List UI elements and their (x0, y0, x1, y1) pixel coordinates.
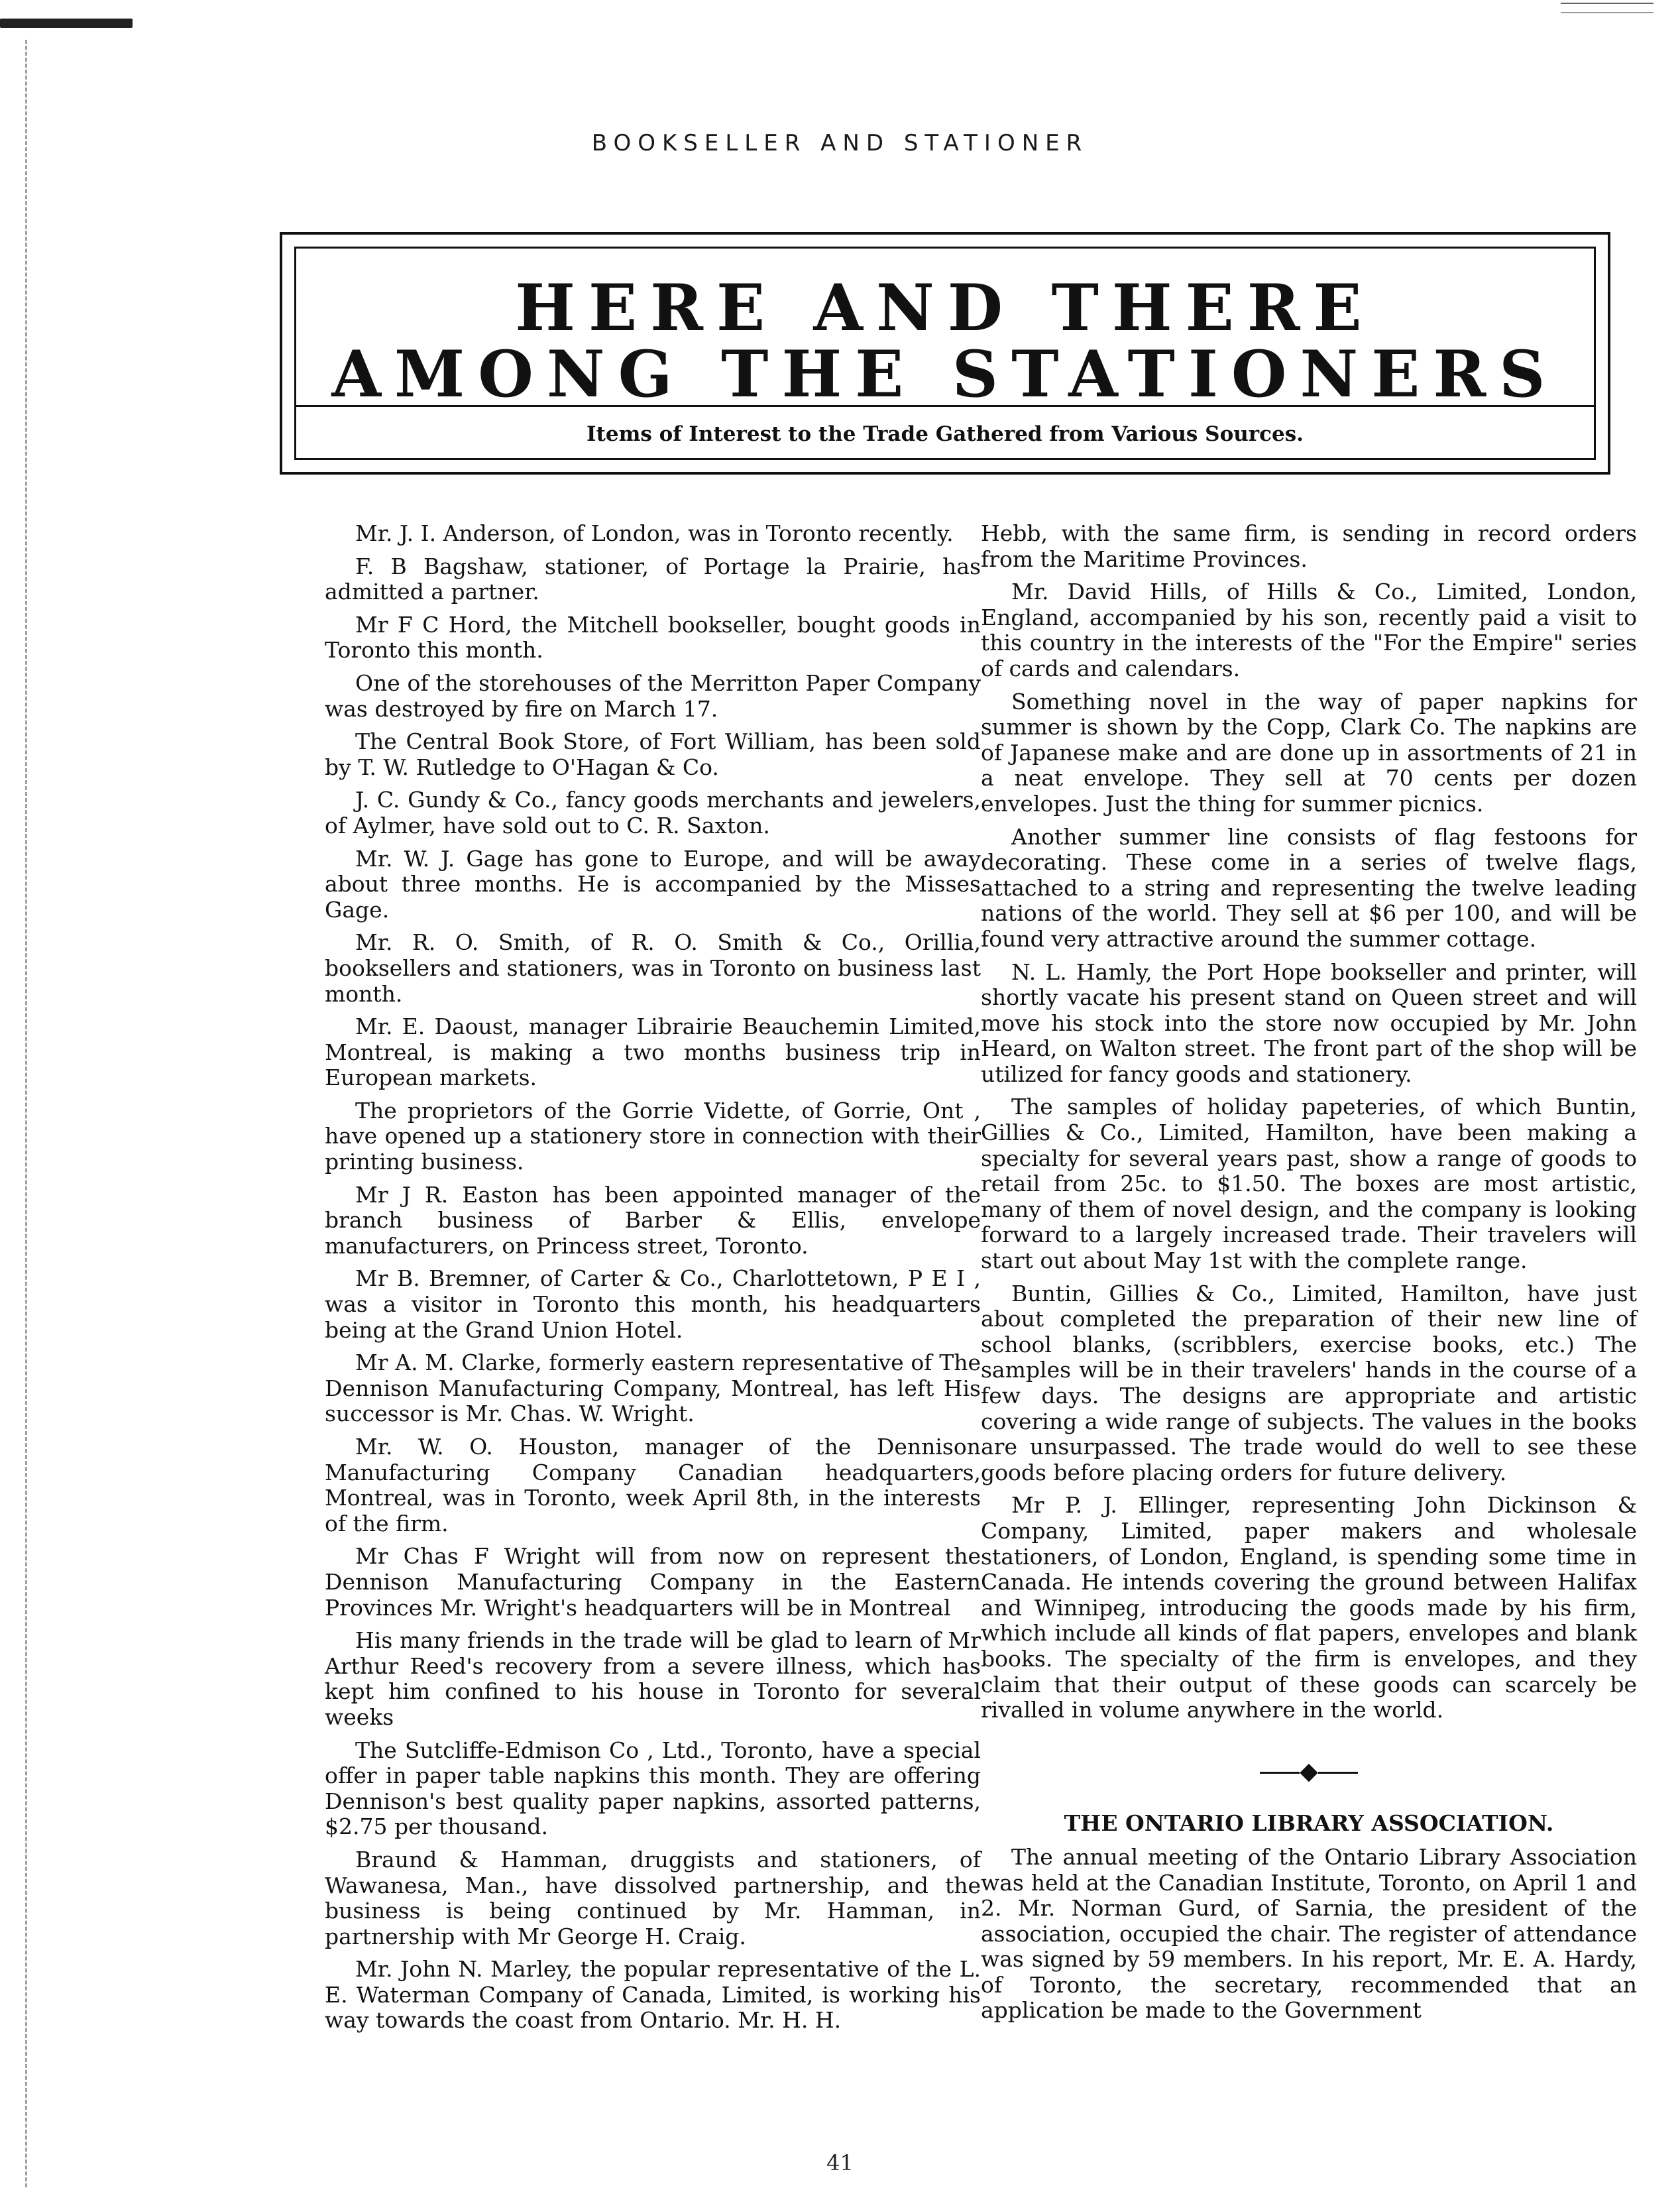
news-item: J. C. Gundy & Co., fancy goods merchants and jewelers, of Aylmer, have sold out to C. R. Saxton. (325, 787, 981, 838)
news-item: Mr Chas F Wright will from now on represent the Dennison Manufacturing Company in the Eastern Provinces Mr. Wright's headquarters will be in Montreal (325, 1543, 981, 1621)
news-item: Mr. John N. Marley, the popular representative of the L. E. Waterman Company of Canada, Limited, is working his way towards the coast from Ontario. Mr. H. H. (325, 1956, 981, 2034)
news-item: Mr. W. O. Houston, manager of the Dennison Manufacturing Company Canadian headquarters, Montreal, was in Toronto, week April 8th, in the interests of the firm. (325, 1434, 981, 1536)
right-column (981, 521, 1637, 2031)
news-item: His many friends in the trade will be glad to learn of Mr Arthur Reed's recovery from a severe illness, which has kept him confined to his house in Toronto for several weeks (325, 1627, 981, 1730)
running-head: BOOKSELLER AND STATIONER (591, 130, 1089, 156)
section-paragraph: The annual meeting of the Ontario Library Association was held at the Canadian Institute, Toronto, on April 1 and 2. Mr. Norman Gurd, of Sarnia, the president of the association, occupied the chair. The register of attendance was signed by 59 members. In his report, Mr. E. A. Hardy, of Toronto, the secretary, recommended that an application be made to the Government (981, 1843, 1637, 2024)
news-item: Mr A. M. Clarke, formerly eastern representative of The Dennison Manufacturing Company, Montreal, has left His successor is Mr. Chas. W. Wright. (325, 1350, 981, 1427)
news-item: Mr. W. J. Gage has gone to Europe, and will be away about three months. He is accompanied by the Misses Gage. (325, 845, 981, 923)
news-item: The samples of holiday papeteries, of which Buntin, Gillies & Co., Limited, Hamilton, have been making a specialty for several years past, show a range of goods to retail from 25c. to $1.50. The boxes are most artistic, many of them of novel design, and the company is looking forward to a largely increased trade. Their travelers will start out about May 1st with the complete range. (981, 1094, 1637, 1274)
left-column (325, 521, 981, 2041)
news-item: Mr F C Hord, the Mitchell bookseller, bought goods in Toronto this month. (325, 611, 981, 663)
news-item: Mr J R. Easton has been appointed manager of the branch business of Barber & Ellis, envelope manufacturers, on Princess street, Toronto. (325, 1181, 981, 1259)
news-item: Mr. E. Daoust, manager Librairie Beauchemin Limited, Montreal, is making a two months business trip in European markets. (325, 1013, 981, 1091)
news-item: Mr B. Bremner, of Carter & Co., Charlottetown, P E I , was a visitor in Toronto this month, his headquarters being at the Grand Union Hotel. (325, 1265, 981, 1343)
title-divider (296, 405, 1594, 407)
title-line-2: AMONG THE STATIONERS (331, 337, 1559, 412)
news-item-continued: Hebb, with the same firm, is sending in record orders from the Maritime Provinces. (981, 520, 1637, 572)
title-subtitle: Items of Interest to the Trade Gathered from Various Sources. (587, 422, 1304, 446)
scan-binding-edge (25, 40, 29, 2187)
scan-corner-mark (1561, 3, 1653, 13)
news-item: Something novel in the way of paper napkins for summer is shown by the Copp, Clark Co. The napkins are of Japanese make and are done up in assortments of 21 in a neat envelope. They sell at 70 cents per dozen envelopes. Just the thing for summer picnics. (981, 688, 1637, 817)
news-item: One of the storehouses of the Merritton Paper Company was destroyed by fire on March 17. (325, 669, 981, 722)
page-number: 41 (826, 2150, 854, 2175)
news-item: F. B Bagshaw, stationer, of Portage la Prairie, has admitted a partner. (325, 553, 981, 605)
news-item: Mr. David Hills, of Hills & Co., Limited, London, England, accompanied by his son, recently paid a visit to this country in the interests of the "For the Empire" series of cards and calendars. (981, 579, 1637, 681)
title-box-inner (294, 247, 1596, 460)
news-item: Mr P. J. Ellinger, representing John Dickinson & Company, Limited, paper makers and wholesale stationers, of London, England, is spending some time in Canada. He intends covering the ground between Halifax and Winnipeg, introducing the goods made by his firm, which include all kinds of flat papers, envelopes and blank books. The specialty of the firm is envelopes, and they claim that their output of these goods can scarcely be rivalled in volume anywhere in the world. (981, 1492, 1637, 1723)
scan-edge-mark (0, 19, 133, 28)
news-item: The Central Book Store, of Fort William, has been sold by T. W. Rutledge to O'Hagan & Co. (325, 728, 981, 780)
section-heading: THE ONTARIO LIBRARY ASSOCIATION. (1064, 1810, 1554, 1837)
news-item: N. L. Hamly, the Port Hope bookseller and printer, will shortly vacate his present stand on Queen street and will move his stock into the store now occupied by Mr. John Heard, on Walton street. The front part of the shop will be utilized for fancy goods and stationery. (981, 958, 1637, 1087)
title-box (280, 232, 1610, 475)
news-item: Another summer line consists of flag festoons for decorating. These come in a series of twelve flags, attached to a string and representing the twelve leading nations of the world. They sell at $6 per 100, and will be found very attractive around the summer cottage. (981, 823, 1637, 952)
news-item: Braund & Hamman, druggists and stationers, of Wawanesa, Man., have dissolved partnership, and the business is being continued by Mr. Hamman, in partnership with Mr George H. Craig. (325, 1846, 981, 1949)
news-item: Mr. R. O. Smith, of R. O. Smith & Co., Orillia, booksellers and stationers, was in Toronto on business last month. (325, 929, 981, 1007)
news-item: The proprietors of the Gorrie Vidette, of Gorrie, Ont , have opened up a stationery store in connection with their printing business. (325, 1097, 981, 1175)
news-item: Buntin, Gillies & Co., Limited, Hamilton, have just about completed the preparation of their new line of school blanks, (scribblers, exercise books, etc.) The samples will be in their travelers' hands in the course of a few days. The designs are appropriate and artistic covering a wide range of subjects. The values in the books are unsurpassed. The trade would do well to see these goods before placing orders for future delivery. (981, 1280, 1637, 1485)
news-item: Mr. J. I. Anderson, of London, was in Toronto recently. (355, 520, 954, 546)
title-line-1: HERE AND THERE (515, 270, 1375, 345)
news-item: The Sutcliffe-Edmison Co , Ltd., Toronto, have a special offer in paper table napkins this month. They are offering Dennison's best quality paper napkins, assorted patterns, $2.75 per thousand. (325, 1737, 981, 1840)
section-divider-ornament: ◆ (981, 1759, 1637, 1785)
